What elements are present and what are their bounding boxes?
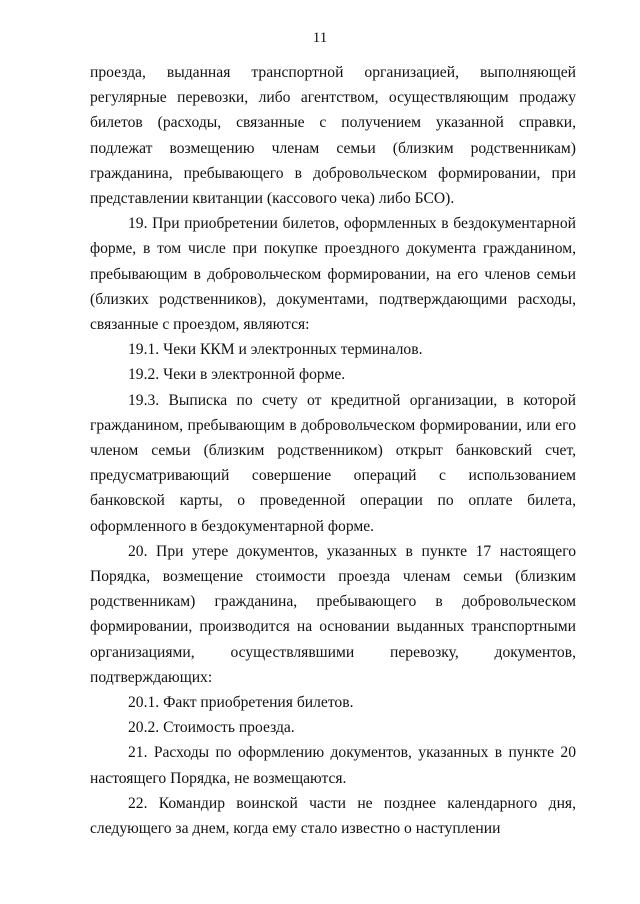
paragraph-item-22: 22. Командир воинской части не позднее календарного дня, следующего за днем, когда ему стало известно о наступлении: [90, 794, 576, 838]
paragraph-item-19-1: 19.1. Чеки ККМ и электронных терминалов.: [128, 341, 423, 359]
paragraph-item-20-1: 20.1. Факт приобретения билетов.: [128, 694, 354, 712]
paragraph-item-20: 20. При утере документов, указанных в пункте 17 настоящего Порядка, возмещение стоимости проезда членам семьи (близким родственникам) гражданина, пребывающего в добровольческом формировании, производится на основании выданных транспортными организациями, осуществлявшими перевозку, документов, подтверждающих:: [90, 542, 576, 686]
paragraph-continuation: проезда, выданная транспортной организацией, выполняющей регулярные перевозки, либо агентством, осуществляющим продажу билетов (расходы, связанные с получением указанной справки, подлежат возмещению членам семьи (близким родственникам) гражданина, пребывающего в добровольческом формировании, при представлении квитанции (кассового чека) либо БСО).: [90, 64, 576, 208]
paragraph-item-19: 19. При приобретении билетов, оформленных в бездокументарной форме, в том числе при покупке проездного документа гражданином, пребывающим в добровольческом формировании, на его членов семьи (близких родственников), документами, подтверждающими расходы, связанные с проездом, являются:: [90, 215, 576, 334]
paragraph-item-20-2: 20.2. Стоимость проезда.: [128, 719, 295, 737]
paragraph-item-19-2: 19.2. Чеки в электронной форме.: [128, 366, 346, 384]
paragraph-item-21: 21. Расходы по оформлению документов, указанных в пункте 20 настоящего Порядка, не возмещаются.: [90, 744, 576, 787]
page-number: 11: [312, 30, 328, 46]
document-body: [90, 60, 576, 841]
paragraph-item-19-3: 19.3. Выписка по счету от кредитной организации, в которой гражданином, пребывающим в добровольческом формировании, или его членом семьи (близким родственником) открыт банковский счет, предусматривающий совершение операций с использованием банковской карты, о проведенной операции по оплате билета, оформленного в бездокументарной форме.: [90, 391, 576, 535]
